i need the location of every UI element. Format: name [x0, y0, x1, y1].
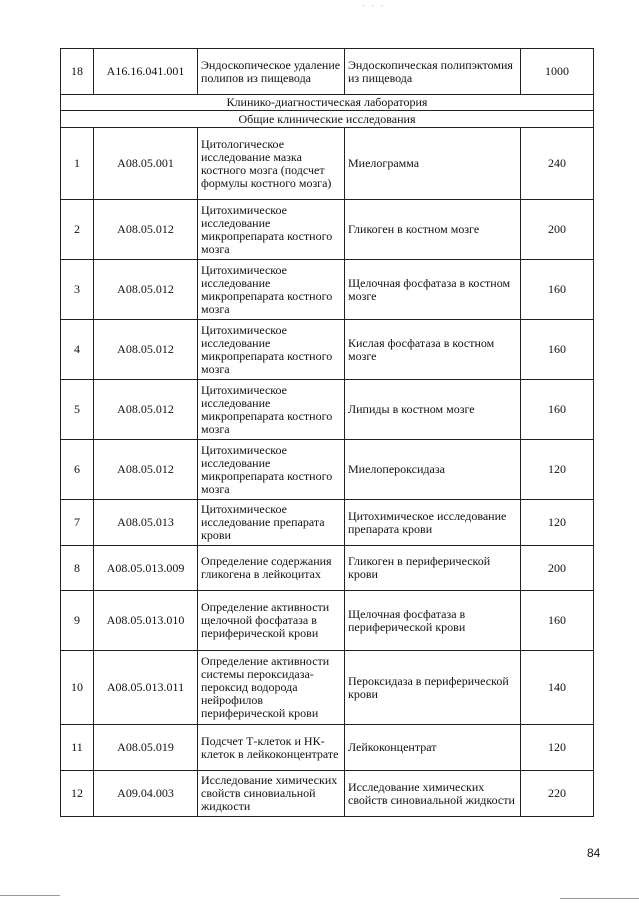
service-price: 160: [521, 320, 594, 380]
service-code: А08.05.012: [94, 200, 198, 260]
service-name: Исследование химических свойств синовиальной жидкости: [198, 771, 345, 817]
service-code: А08.05.013.009: [94, 546, 198, 591]
service-description: Исследование химических свойств синовиальной жидкости: [345, 771, 521, 817]
row-number: 9: [61, 591, 94, 651]
table-row: [61, 49, 594, 95]
service-code: А08.05.013.011: [94, 651, 198, 725]
row-number: 2: [61, 200, 94, 260]
service-name: Цитохимическое исследование микропрепарата костного мозга: [198, 200, 345, 260]
service-price: 160: [521, 591, 594, 651]
service-name: Определение активности щелочной фосфатаза в периферической крови: [198, 591, 345, 651]
service-description: Липиды в костном мозге: [345, 380, 521, 440]
table-row: [61, 651, 594, 725]
row-number: 18: [61, 49, 94, 95]
service-name: Подсчет Т-клеток и НК-клеток в лейкоконцентрате: [198, 725, 345, 771]
table-row: [61, 200, 594, 260]
service-price: 220: [521, 771, 594, 817]
service-price: 200: [521, 546, 594, 591]
service-price: 200: [521, 200, 594, 260]
row-number: 4: [61, 320, 94, 380]
row-number: 8: [61, 546, 94, 591]
service-description: Щелочная фосфатаза в периферической крови: [345, 591, 521, 651]
service-description: Эндоскопическая полипэктомия из пищевода: [345, 49, 521, 95]
service-description: Цитохимическое исследование препарата крови: [345, 500, 521, 546]
service-name: Цитохимическое исследование микропрепарата костного мозга: [198, 320, 345, 380]
service-description: Гликоген в костном мозге: [345, 200, 521, 260]
service-price: 160: [521, 260, 594, 320]
scan-artifact-top: · · ·: [362, 1, 386, 11]
table-row: [61, 320, 594, 380]
service-description: Пероксидаза в периферической крови: [345, 651, 521, 725]
service-name: Цитохимическое исследование препарата крови: [198, 500, 345, 546]
scan-artifact-bottom-left: [0, 895, 60, 896]
service-description: Кислая фосфатаза в костном мозге: [345, 320, 521, 380]
row-number: 10: [61, 651, 94, 725]
table-row: [61, 260, 594, 320]
service-code: А08.05.012: [94, 260, 198, 320]
row-number: 3: [61, 260, 94, 320]
service-price: 120: [521, 440, 594, 500]
service-name: Цитохимическое исследование микропрепарата костного мозга: [198, 380, 345, 440]
service-name: Цитологическое исследование мазка костного мозга (подсчет формулы костного мозга): [198, 128, 345, 200]
table-row: [61, 128, 594, 200]
service-name: Цитохимическое исследование микропрепарата костного мозга: [198, 440, 345, 500]
service-name: Эндоскопическое удаление полипов из пищевода: [198, 49, 345, 95]
section-header-general: [61, 111, 594, 128]
service-name: Определение активности системы пероксидаза-пероксид водорода нейрофилов периферической крови: [198, 651, 345, 725]
row-number: 5: [61, 380, 94, 440]
service-code: А08.05.012: [94, 380, 198, 440]
table-row: [61, 591, 594, 651]
table-row: [61, 440, 594, 500]
service-code: А08.05.012: [94, 440, 198, 500]
section-title-lab: Клинико-диагностическая лаборатория: [61, 95, 594, 111]
service-description: Миелограмма: [345, 128, 521, 200]
service-name: Определение содержания гликогена в лейкоцитах: [198, 546, 345, 591]
service-code: А08.05.013.010: [94, 591, 198, 651]
price-table: [60, 48, 594, 817]
table-row: [61, 725, 594, 771]
table-row: [61, 380, 594, 440]
service-price: 120: [521, 500, 594, 546]
service-description: Лейкоконцентрат: [345, 725, 521, 771]
service-code: А08.05.019: [94, 725, 198, 771]
table-body: [61, 49, 594, 817]
service-price: 140: [521, 651, 594, 725]
service-description: Щелочная фосфатаза в костном мозге: [345, 260, 521, 320]
row-number: 11: [61, 725, 94, 771]
service-price: 240: [521, 128, 594, 200]
service-code: А16.16.041.001: [94, 49, 198, 95]
row-number: 7: [61, 500, 94, 546]
section-title-general: Общие клинические исследования: [61, 111, 594, 128]
service-code: А08.05.012: [94, 320, 198, 380]
page-number: 84: [587, 846, 601, 860]
row-number: 1: [61, 128, 94, 200]
row-number: 6: [61, 440, 94, 500]
service-description: Гликоген в периферической крови: [345, 546, 521, 591]
table-row: [61, 546, 594, 591]
table-row: [61, 771, 594, 817]
service-price: 1000: [521, 49, 594, 95]
section-header-lab: [61, 95, 594, 111]
service-price: 120: [521, 725, 594, 771]
service-code: А09.04.003: [94, 771, 198, 817]
row-number: 12: [61, 771, 94, 817]
service-description: Миелопероксидаза: [345, 440, 521, 500]
table-row: [61, 500, 594, 546]
scan-artifact-bottom-right: [560, 898, 639, 899]
service-code: А08.05.013: [94, 500, 198, 546]
service-code: А08.05.001: [94, 128, 198, 200]
service-price: 160: [521, 380, 594, 440]
service-name: Цитохимическое исследование микропрепарата костного мозга: [198, 260, 345, 320]
